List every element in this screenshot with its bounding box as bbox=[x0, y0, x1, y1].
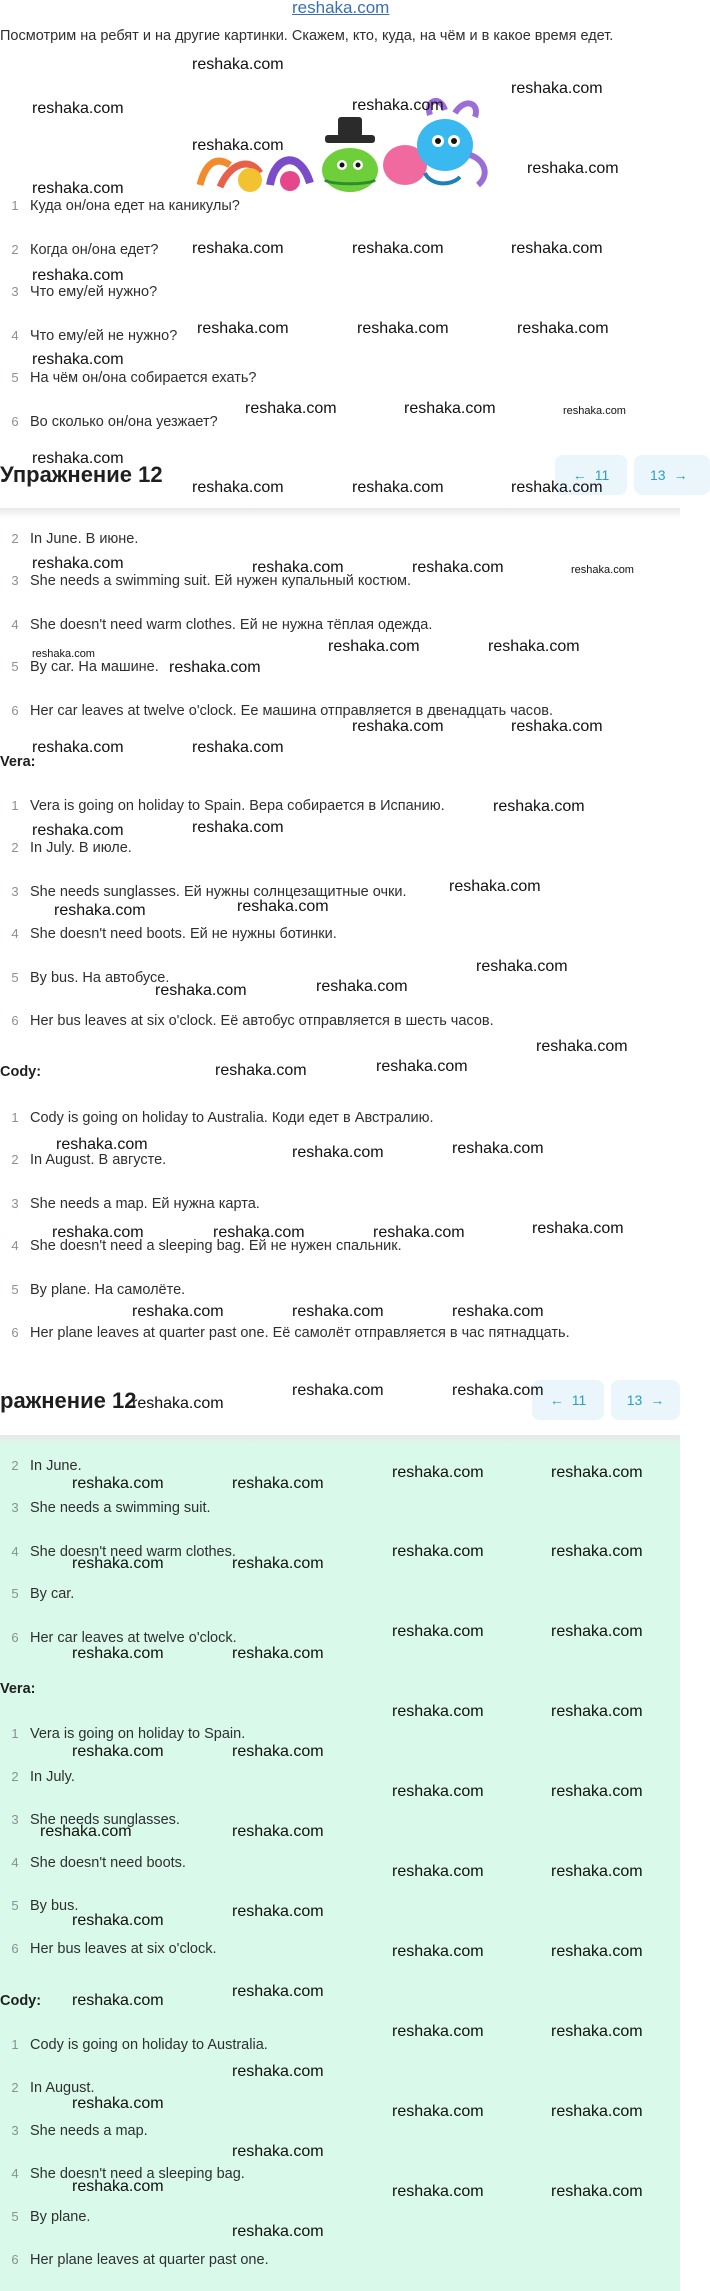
watermark: reshaka.com bbox=[72, 1743, 164, 1760]
watermark: reshaka.com bbox=[72, 1645, 164, 1662]
question-item: 3 Что ему/ей нужно? bbox=[11, 284, 158, 300]
answer-line: 6 Her bus leaves at six o'clock. bbox=[11, 1941, 217, 1957]
answer-line: 6 Her plane leaves at quarter past one. bbox=[11, 2252, 269, 2268]
answer-line: 6 Her car leaves at twelve o'clock. bbox=[11, 1630, 237, 1646]
answer-line: 3 She needs a swimming suit. bbox=[11, 1500, 211, 1516]
watermark: reshaka.com bbox=[32, 822, 124, 839]
watermark: reshaka.com bbox=[511, 240, 603, 257]
watermark: reshaka.com bbox=[197, 320, 289, 337]
watermark: reshaka.com bbox=[532, 1220, 624, 1237]
next-exercise-button[interactable]: 13 → bbox=[634, 455, 710, 495]
watermark: reshaka.com bbox=[563, 405, 626, 417]
watermark: reshaka.com bbox=[72, 1992, 164, 2009]
watermark: reshaka.com bbox=[517, 320, 609, 337]
watermark: reshaka.com bbox=[32, 739, 124, 756]
watermark: reshaka.com bbox=[392, 1623, 484, 1640]
answer-line: 3 She needs a map. Ей нужна карта. bbox=[11, 1196, 260, 1212]
watermark: reshaka.com bbox=[32, 648, 95, 660]
watermark: reshaka.com bbox=[232, 1475, 324, 1492]
question-item: 1 Куда он/она едет на каникулы? bbox=[11, 198, 240, 214]
answer-line: 3 She needs sunglasses. Ей нужны солнцезащитные очки. bbox=[11, 884, 407, 900]
watermark: reshaka.com bbox=[192, 479, 284, 496]
watermark: reshaka.com bbox=[72, 1475, 164, 1492]
answer-line: 6 Her bus leaves at six o'clock. Её автобус отправляется в шесть часов. bbox=[11, 1013, 494, 1029]
watermark: reshaka.com bbox=[452, 1382, 544, 1399]
answer-line: 6 Her car leaves at twelve o'clock. Ее машина отправляется в двенадцать часов. bbox=[11, 703, 553, 719]
watermark: reshaka.com bbox=[192, 739, 284, 756]
answer-line: 2 In June. В июне. bbox=[11, 531, 139, 547]
cody-label: Cody: bbox=[0, 1064, 42, 1080]
watermark: reshaka.com bbox=[392, 1863, 484, 1880]
answer-line: 2 In August. В августе. bbox=[11, 1152, 167, 1168]
watermark: reshaka.com bbox=[352, 718, 444, 735]
watermark: reshaka.com bbox=[155, 982, 247, 999]
watermark: reshaka.com bbox=[192, 56, 284, 73]
answer-line: 4 She doesn't need a sleeping bag. Ей не нужен спальник. bbox=[11, 1238, 402, 1254]
watermark: reshaka.com bbox=[292, 1144, 384, 1161]
watermark: reshaka.com bbox=[352, 97, 444, 114]
answer-line: 1 Vera is going on holiday to Spain. Вера собирается в Испанию. bbox=[11, 798, 445, 814]
watermark: reshaka.com bbox=[452, 1303, 544, 1320]
watermark: reshaka.com bbox=[328, 638, 420, 655]
watermark: reshaka.com bbox=[52, 1224, 144, 1241]
vera-label: Vera: bbox=[0, 1681, 36, 1697]
question-item: 4 Что ему/ей не нужно? bbox=[11, 328, 178, 344]
watermark: reshaka.com bbox=[132, 1395, 224, 1412]
watermark: reshaka.com bbox=[476, 958, 568, 975]
watermark: reshaka.com bbox=[232, 2063, 324, 2080]
watermark: reshaka.com bbox=[449, 878, 541, 895]
watermark: reshaka.com bbox=[571, 564, 634, 576]
answer-line: 3 She needs a map. bbox=[11, 2123, 148, 2139]
watermark: reshaka.com bbox=[392, 1464, 484, 1481]
answer-line: 4 She doesn't need warm clothes. Ей не нужна тёплая одежда. bbox=[11, 617, 433, 633]
answer-line: 1 Cody is going on holiday to Australia. Коди едет в Австралию. bbox=[11, 1110, 434, 1126]
watermark: reshaka.com bbox=[192, 240, 284, 257]
watermark: reshaka.com bbox=[54, 902, 146, 919]
watermark: reshaka.com bbox=[32, 450, 124, 467]
watermark: reshaka.com bbox=[511, 479, 603, 496]
watermark: reshaka.com bbox=[551, 1703, 643, 1720]
watermark: reshaka.com bbox=[392, 2023, 484, 2040]
answer-line: 1 Cody is going on holiday to Australia. bbox=[11, 2037, 268, 2053]
watermark: reshaka.com bbox=[132, 1303, 224, 1320]
watermark: reshaka.com bbox=[392, 2183, 484, 2200]
vera-label: Vera: bbox=[0, 754, 36, 770]
watermark: reshaka.com bbox=[32, 180, 124, 197]
watermark: reshaka.com bbox=[40, 1823, 132, 1840]
watermark: reshaka.com bbox=[169, 659, 261, 676]
watermark: reshaka.com bbox=[488, 638, 580, 655]
watermark: reshaka.com bbox=[373, 1224, 465, 1241]
watermark: reshaka.com bbox=[452, 1140, 544, 1157]
watermark: reshaka.com bbox=[237, 898, 329, 915]
answer-line: 5 By car. На машине. bbox=[11, 659, 159, 675]
watermark: reshaka.com bbox=[232, 1983, 324, 2000]
watermark: reshaka.com bbox=[551, 1543, 643, 1560]
watermark: reshaka.com bbox=[551, 1623, 643, 1640]
watermark: reshaka.com bbox=[392, 1783, 484, 1800]
question-item: 2 Когда он/она едет? bbox=[11, 242, 159, 258]
watermark: reshaka.com bbox=[404, 400, 496, 417]
cody-label: Cody: bbox=[0, 1993, 42, 2009]
watermark: reshaka.com bbox=[213, 1224, 305, 1241]
next-exercise-button[interactable]: 13 → bbox=[611, 1380, 680, 1420]
watermark: reshaka.com bbox=[232, 1823, 324, 1840]
answer-line: 2 In July. В июле. bbox=[11, 840, 132, 856]
watermark: reshaka.com bbox=[32, 100, 124, 117]
watermark: reshaka.com bbox=[392, 1703, 484, 1720]
answer-line: 4 She doesn't need a sleeping bag. bbox=[11, 2166, 245, 2182]
watermark: reshaka.com bbox=[245, 400, 337, 417]
watermark: reshaka.com bbox=[511, 718, 603, 735]
intro-text: Посмотрим на ребят и на другие картинки. Скажем, кто, куда, на чём и в какое время едет. bbox=[0, 28, 614, 44]
arrow-left-icon: ← bbox=[572, 467, 587, 483]
arrow-right-icon: → bbox=[650, 1392, 665, 1408]
watermark: reshaka.com bbox=[392, 1543, 484, 1560]
watermark: reshaka.com bbox=[292, 1382, 384, 1399]
exercise-heading: ражнение 12 bbox=[0, 1388, 137, 1413]
watermark: reshaka.com bbox=[551, 2183, 643, 2200]
watermark: reshaka.com bbox=[232, 2143, 324, 2160]
watermark: reshaka.com bbox=[376, 1058, 468, 1075]
watermark: reshaka.com bbox=[527, 160, 619, 177]
watermark: reshaka.com bbox=[232, 1903, 324, 1920]
answer-line: 6 Her plane leaves at quarter past one. Её самолёт отправляется в час пятнадцать. bbox=[11, 1325, 570, 1341]
answer-line: 1 Vera is going on holiday to Spain. bbox=[11, 1726, 246, 1742]
watermark: reshaka.com bbox=[72, 1912, 164, 1929]
watermark: reshaka.com bbox=[352, 240, 444, 257]
answer-line: 3 She needs a swimming suit. Ей нужен купальный костюм. bbox=[11, 573, 411, 589]
watermark: reshaka.com bbox=[72, 2178, 164, 2195]
watermark: reshaka.com bbox=[412, 559, 504, 576]
watermark: reshaka.com bbox=[72, 2095, 164, 2112]
watermark: reshaka.com bbox=[392, 2103, 484, 2120]
answer-line: 5 By bus. На автобусе. bbox=[11, 970, 170, 986]
watermark: reshaka.com bbox=[232, 1743, 324, 1760]
prev-exercise-button[interactable]: ← 11 bbox=[555, 455, 627, 495]
watermark: reshaka.com bbox=[551, 1943, 643, 1960]
section-divider bbox=[0, 508, 680, 518]
watermark: reshaka.com bbox=[551, 2023, 643, 2040]
answer-line: 4 She doesn't need boots. Ей не нужны ботинки. bbox=[11, 926, 337, 942]
watermark: reshaka.com bbox=[357, 320, 449, 337]
watermark: reshaka.com bbox=[215, 1062, 307, 1079]
watermark: reshaka.com bbox=[292, 1303, 384, 1320]
arrow-right-icon: → bbox=[673, 467, 688, 483]
watermark: reshaka.com bbox=[551, 1863, 643, 1880]
answer-line: 5 By bus. bbox=[11, 1898, 79, 1914]
watermark: reshaka.com bbox=[232, 1555, 324, 1572]
exercise-heading: Упражнение 12 bbox=[0, 462, 163, 487]
answer-line: 2 In August. bbox=[11, 2080, 95, 2096]
watermark: reshaka.com bbox=[72, 1555, 164, 1572]
question-item: 5 На чём он/она собирается ехать? bbox=[11, 370, 257, 386]
prev-exercise-button[interactable]: ← 11 bbox=[532, 1380, 604, 1420]
watermark: reshaka.com bbox=[32, 267, 124, 284]
watermark: reshaka.com bbox=[56, 1136, 148, 1153]
watermark: reshaka.com bbox=[192, 819, 284, 836]
watermark: reshaka.com bbox=[551, 1464, 643, 1481]
watermark: reshaka.com bbox=[232, 1645, 324, 1662]
section-divider bbox=[0, 1435, 680, 1445]
watermark: reshaka.com bbox=[252, 559, 344, 576]
watermark: reshaka.com bbox=[232, 2223, 324, 2240]
watermark: reshaka.com bbox=[352, 479, 444, 496]
watermark: reshaka.com bbox=[511, 80, 603, 97]
answer-line: 4 She doesn't need warm clothes. bbox=[11, 1544, 236, 1560]
answer-line: 2 In June. bbox=[11, 1458, 82, 1474]
watermark: reshaka.com bbox=[493, 798, 585, 815]
answer-line: 3 She needs sunglasses. bbox=[11, 1812, 180, 1828]
watermark: reshaka.com bbox=[536, 1038, 628, 1055]
answer-line: 2 In July. bbox=[11, 1769, 75, 1785]
watermark: reshaka.com bbox=[392, 1943, 484, 1960]
arrow-left-icon: ← bbox=[549, 1392, 564, 1408]
answer-line: 5 By plane. bbox=[11, 2209, 91, 2225]
answer-line: 4 She doesn't need boots. bbox=[11, 1855, 186, 1871]
answer-line: 5 By plane. На самолёте. bbox=[11, 1282, 186, 1298]
watermark: reshaka.com bbox=[316, 978, 408, 995]
header-watermark[interactable]: reshaka.com bbox=[292, 0, 390, 17]
question-item: 6 Во сколько он/она уезжает? bbox=[11, 414, 218, 430]
watermark: reshaka.com bbox=[192, 137, 284, 154]
watermark: reshaka.com bbox=[551, 1783, 643, 1800]
answer-line: 5 By car. bbox=[11, 1586, 75, 1602]
watermark: reshaka.com bbox=[32, 351, 124, 368]
watermark: reshaka.com bbox=[32, 555, 124, 572]
watermark: reshaka.com bbox=[551, 2103, 643, 2120]
